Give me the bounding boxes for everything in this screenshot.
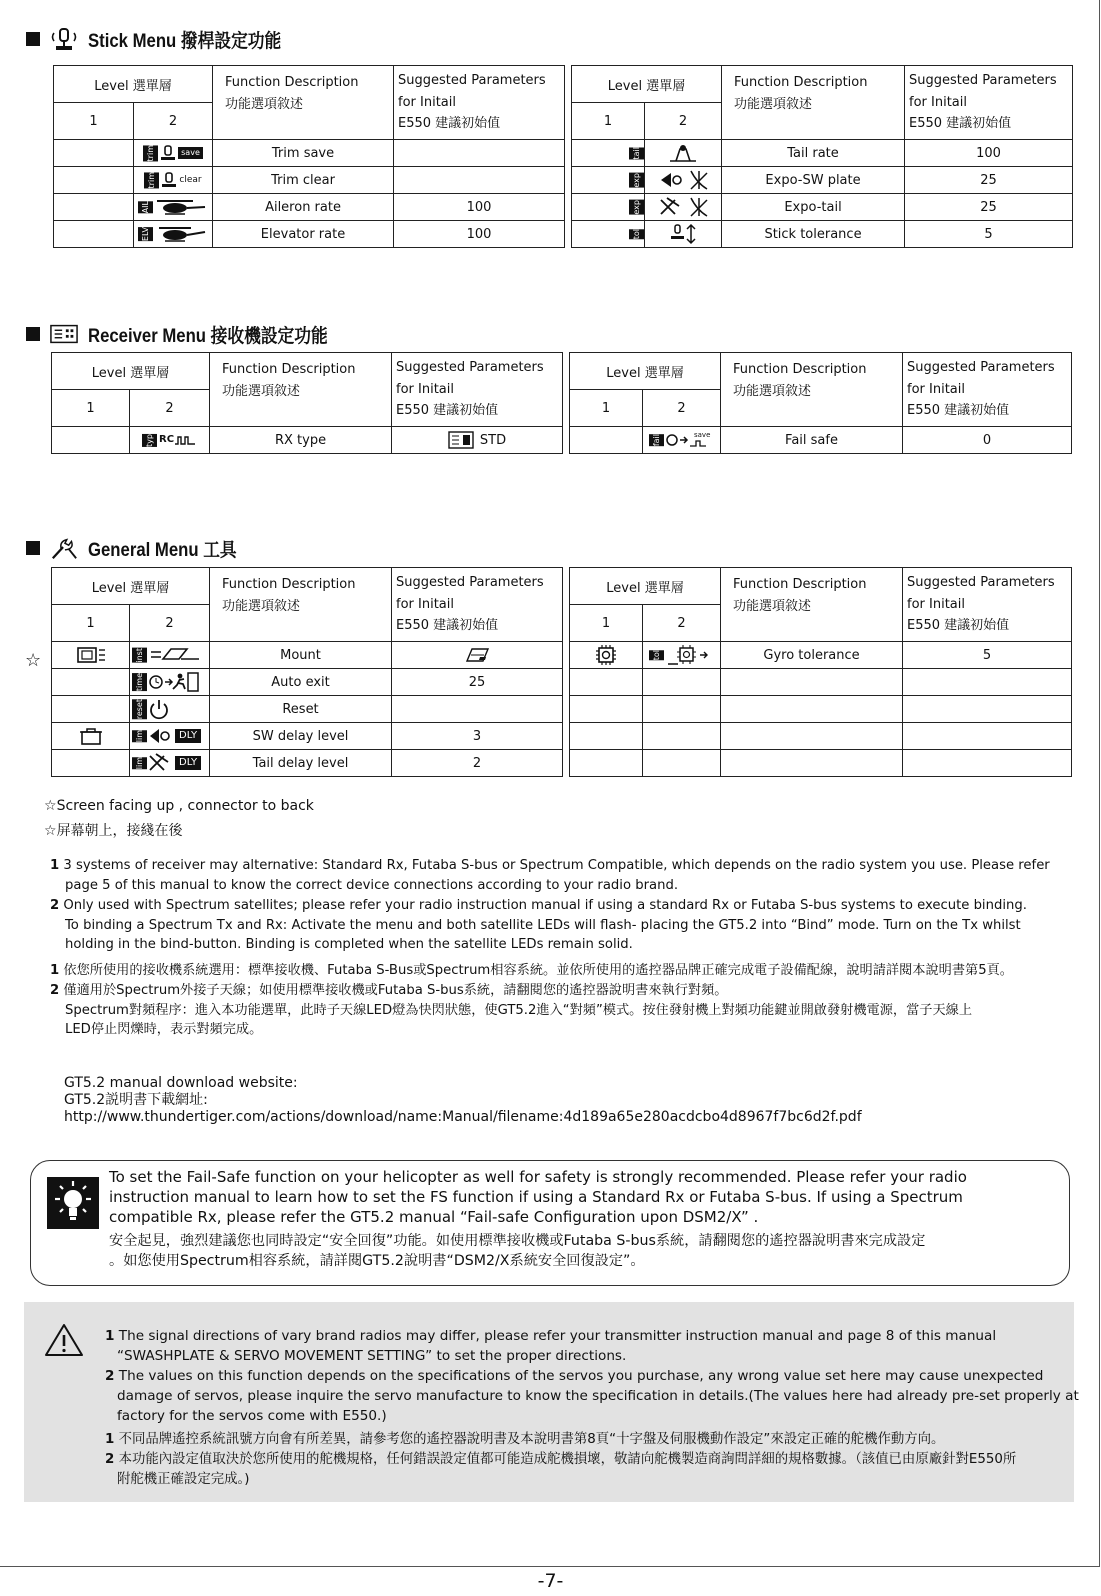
params-header: Suggested Parameters for Initail E550 建議初始值 <box>392 353 563 427</box>
page-number: -7- <box>537 1570 564 1592</box>
star-note-en: ☆Screen facing up , connector to back <box>44 798 314 814</box>
function-name: Trim save <box>213 140 394 167</box>
function-name: Mount <box>210 642 392 669</box>
param-value <box>392 696 563 723</box>
wrench-screwdriver-icon <box>50 537 78 559</box>
star-icon: ☆ <box>44 798 57 814</box>
tip-text-zh: 安全起見，強烈建議您也同時設定“安全回復”功能。如使用標準接收機或Futaba S-bus系統，請翻閱您的遙控器說明書來完成設定 。如您使用Spectrum相容系統，請詳閱GT5.2說明書“DSM2/X系統安全回復設定”。 <box>109 1233 926 1269</box>
function-name: Aileron rate <box>213 194 394 221</box>
params-header: Suggested Parameters for Initail E550 建議初始值 <box>903 353 1072 427</box>
function-name: Trim clear <box>213 167 394 194</box>
function-header: Function Description 功能選項敘述 <box>722 66 905 140</box>
general-menu-heading <box>26 535 257 561</box>
receiver-note-zh-2: 2 僅適用於Spectrum外接子天線；如使用標準接收機或Futaba S-bus系統，請翻閱您的遙控器說明書來執行對頻。 Spectrum對頻程序：進入本功能選單，此時子天線LED燈為快閃狀態，使GT5.2進入“對頻”模式。按住發射機上對頻功能鍵並開啟發射機電源，當子天線上 LED停止閃爍時，表示對頻完成。 <box>50 983 973 1038</box>
param-value: 100 <box>905 140 1073 167</box>
level-header: Level 選單層 <box>52 353 210 390</box>
param-value: 5 <box>903 642 1072 669</box>
level-2-header: 2 <box>643 390 721 427</box>
toolbox-icon <box>52 723 130 750</box>
general-table-left <box>51 567 563 777</box>
stick-table-left <box>53 65 565 248</box>
function-name: SW delay level <box>210 723 392 750</box>
section-title: Receiver Menu 接收機設定功能 <box>88 325 328 347</box>
param-value: 2 <box>392 750 563 777</box>
stick-menu-heading <box>26 26 308 52</box>
mount-orientation-icon <box>464 646 490 664</box>
tail-rate-icon <box>645 140 722 167</box>
section-title: General Menu 工具 <box>88 539 237 561</box>
tip-text-en: To set the Fail-Safe function on your helicopter as well for safety is strongly recommended. Please refer your radio instruction manual to learn how to set the FS function if using a Standard Rx or Futaba S-bus. If using a Spectrum compatible Rx, please refer the GT5.2 manual “Fail-safe Configuration upon DSM2/X” . <box>109 1168 967 1226</box>
sw-delay-icon: lim DLY <box>130 723 210 750</box>
warning-text-en: 1 The signal directions of vary brand radios may differ, please refer your transmitter instruction manual and page 8 of this manual “SWASHPLATE & SERVO MOVEMENT SETTING” to set the proper directions. 2 The values on this function depends on the specifications of the servos you purchase, any wrong value set here may cause unexpected damage of servos, please inquire the servo manufacture to know the specification in details.(The values here had already pre-set properly at factory for the servos come with E550.) <box>105 1328 1079 1424</box>
warning-box <box>24 1302 1079 1502</box>
function-name: Stick tolerance <box>722 221 905 248</box>
function-name: Expo-tail <box>722 194 905 221</box>
exp-tag-icon: exp <box>572 167 645 194</box>
function-header: Function Description 功能選項敘述 <box>721 353 903 427</box>
warning-text-zh: 1 不同品牌遙控系統訊號方向會有所差異，請參考您的遙控器說明書及本說明書第8頁“十字盤及伺服機動作設定”來設定正確的舵機作動方向。 2 本功能內設定值取決於您所使用的舵機規格，任何錯誤設定值都可能造成舵機損壞，敬請向舵機製造商詢問詳細的規格數據。（該值已由原廠針對E550所 附舵機正確設定完成。) <box>105 1432 1017 1487</box>
receiver-table-right <box>569 352 1072 454</box>
function-header: Function Description 功能選項敘述 <box>213 66 394 140</box>
function-header: Function Description 功能選項敘述 <box>210 353 392 427</box>
function-header: Function Description 功能選項敘述 <box>721 568 903 642</box>
star-marker-icon: ☆ <box>25 650 42 671</box>
param-value <box>394 167 565 194</box>
receiver-icon <box>50 323 78 345</box>
stick-icon <box>50 28 78 50</box>
level-header: Level 選單層 <box>570 353 721 390</box>
param-value: 100 <box>394 194 565 221</box>
level-2-header: 2 <box>130 390 210 427</box>
level-header: Level 選單層 <box>572 66 722 103</box>
level-header: Level 選單層 <box>570 568 721 605</box>
function-name: Gyro tolerance <box>721 642 903 669</box>
mount-icon: inst <box>130 642 210 669</box>
params-header: Suggested Parameters for Initail E550 建議初始值 <box>392 568 563 642</box>
auto-exit-icon: time <box>130 669 210 696</box>
params-header: Suggested Parameters for Initail E550 建議初始值 <box>394 66 565 140</box>
function-name: Fail safe <box>721 427 903 454</box>
level-2-header: 2 <box>643 605 721 642</box>
stick-tolerance-icon <box>645 221 722 248</box>
bullet-square <box>26 541 40 555</box>
param-value: 25 <box>905 167 1073 194</box>
param-value <box>394 140 565 167</box>
tol-tag-icon: tol <box>572 221 645 248</box>
swashplate-expo-icon <box>645 167 722 194</box>
level-header: Level 選單層 <box>52 568 210 605</box>
level-header: Level 選單層 <box>54 66 213 103</box>
rx-type-icon: typ RC <box>130 427 210 454</box>
level-1-header: 1 <box>52 390 130 427</box>
receiver-table-left <box>51 352 563 454</box>
setup-device-icon <box>52 642 130 669</box>
level-2-header: 2 <box>645 103 722 140</box>
param-value: 0 <box>903 427 1072 454</box>
receiver-note-en-1: 1 3 systems of receiver may alternative: Standard Rx, Futaba S-bus or Spectrum Compatible, which depends on the radio system you use. Please refer page 5 of this manual to know the correct device connections according to your radio brand. <box>50 858 1050 893</box>
function-header: Function Description 功能選項敘述 <box>210 568 392 642</box>
level-2-header: 2 <box>134 103 213 140</box>
level-1-header: 1 <box>52 605 130 642</box>
tail-expo-icon <box>645 194 722 221</box>
exp-tag-icon: exp <box>572 194 645 221</box>
download-link[interactable]: http://www.thundertiger.com/actions/download/name:Manual/filename:4d189a65e280acdcbo4d8967f7bc6d2f.pdf <box>64 1109 862 1125</box>
function-name: Auto exit <box>210 669 392 696</box>
reset-icon: reset <box>130 696 210 723</box>
param-value: 3 <box>392 723 563 750</box>
function-name: Elevator rate <box>213 221 394 248</box>
lightbulb-icon <box>47 1177 99 1229</box>
receiver-menu-heading <box>26 321 360 347</box>
level-2-header: 2 <box>130 605 210 642</box>
trim-save-icon: trim save <box>134 140 213 167</box>
function-name: Reset <box>210 696 392 723</box>
level-1-header: 1 <box>572 103 645 140</box>
param-value: STD <box>392 427 563 454</box>
param-value <box>392 642 563 669</box>
param-value: 100 <box>394 221 565 248</box>
receiver-note-en-2: 2 Only used with Spectrum satellites; please refer your radio instruction manual if using a standard Rx or Futaba S-bus systems to execute binding. To binding a Spectrum Tx and Rx: Activate the menu and both satellite LEDs will flash- placing the GT5.2 into “Bind” mode. Turn on the Tx whilst holding in the bind-button. Binding is completed when the satellite LEDs remain solid. <box>50 898 1027 953</box>
params-header: Suggested Parameters for Initail E550 建議初始值 <box>905 66 1073 140</box>
star-icon: ☆ <box>44 823 57 839</box>
bullet-square <box>26 32 40 46</box>
function-name: RX type <box>210 427 392 454</box>
bullet-square <box>26 327 40 341</box>
section-title: Stick Menu 撥桿設定功能 <box>88 30 282 52</box>
download-info: GT5.2 manual download website: GT5.2説明書下載網址: http://www.thundertiger.com/actions/download/name:Manual/filename:4d189a65e280acdcbo4d8967f7bc6d2f.pdf <box>64 1075 862 1125</box>
fail-safe-icon: fail save <box>643 427 721 454</box>
level-1-header: 1 <box>570 390 643 427</box>
param-value: 25 <box>905 194 1073 221</box>
function-name: Tail rate <box>722 140 905 167</box>
failsafe-tip-box <box>30 1160 1070 1286</box>
elevator-helicopter-icon: ELV <box>134 221 213 248</box>
gyro-tolerance-icon: tol <box>643 642 721 669</box>
trim-clear-icon: trim clear <box>134 167 213 194</box>
general-table-right <box>569 567 1072 777</box>
params-header: Suggested Parameters for Initail E550 建議初始值 <box>903 568 1072 642</box>
star-note-zh: ☆屏幕朝上，接綫在後 <box>44 823 183 839</box>
gyro-icon <box>570 642 643 669</box>
level-1-header: 1 <box>570 605 643 642</box>
level-1-header: 1 <box>54 103 134 140</box>
stick-table-right <box>571 65 1073 248</box>
tail-delay-icon: lim DLY <box>130 750 210 777</box>
param-value: 25 <box>392 669 563 696</box>
function-name: Tail delay level <box>210 750 392 777</box>
function-name: Expo-SW plate <box>722 167 905 194</box>
receiver-std-icon <box>448 431 474 449</box>
tail-tag-icon: tail <box>572 140 645 167</box>
warning-icon <box>44 1322 84 1362</box>
aileron-helicopter-icon: AIL <box>134 194 213 221</box>
param-value: 5 <box>905 221 1073 248</box>
receiver-note-zh-1: 1 依您所使用的接收機系統選用：標準接收機、Futaba S-Bus或Spectrum相容系統。並依所使用的遙控器品牌正確完成電子設備配線，說明請詳閱本說明書第5頁。 <box>50 963 1013 978</box>
